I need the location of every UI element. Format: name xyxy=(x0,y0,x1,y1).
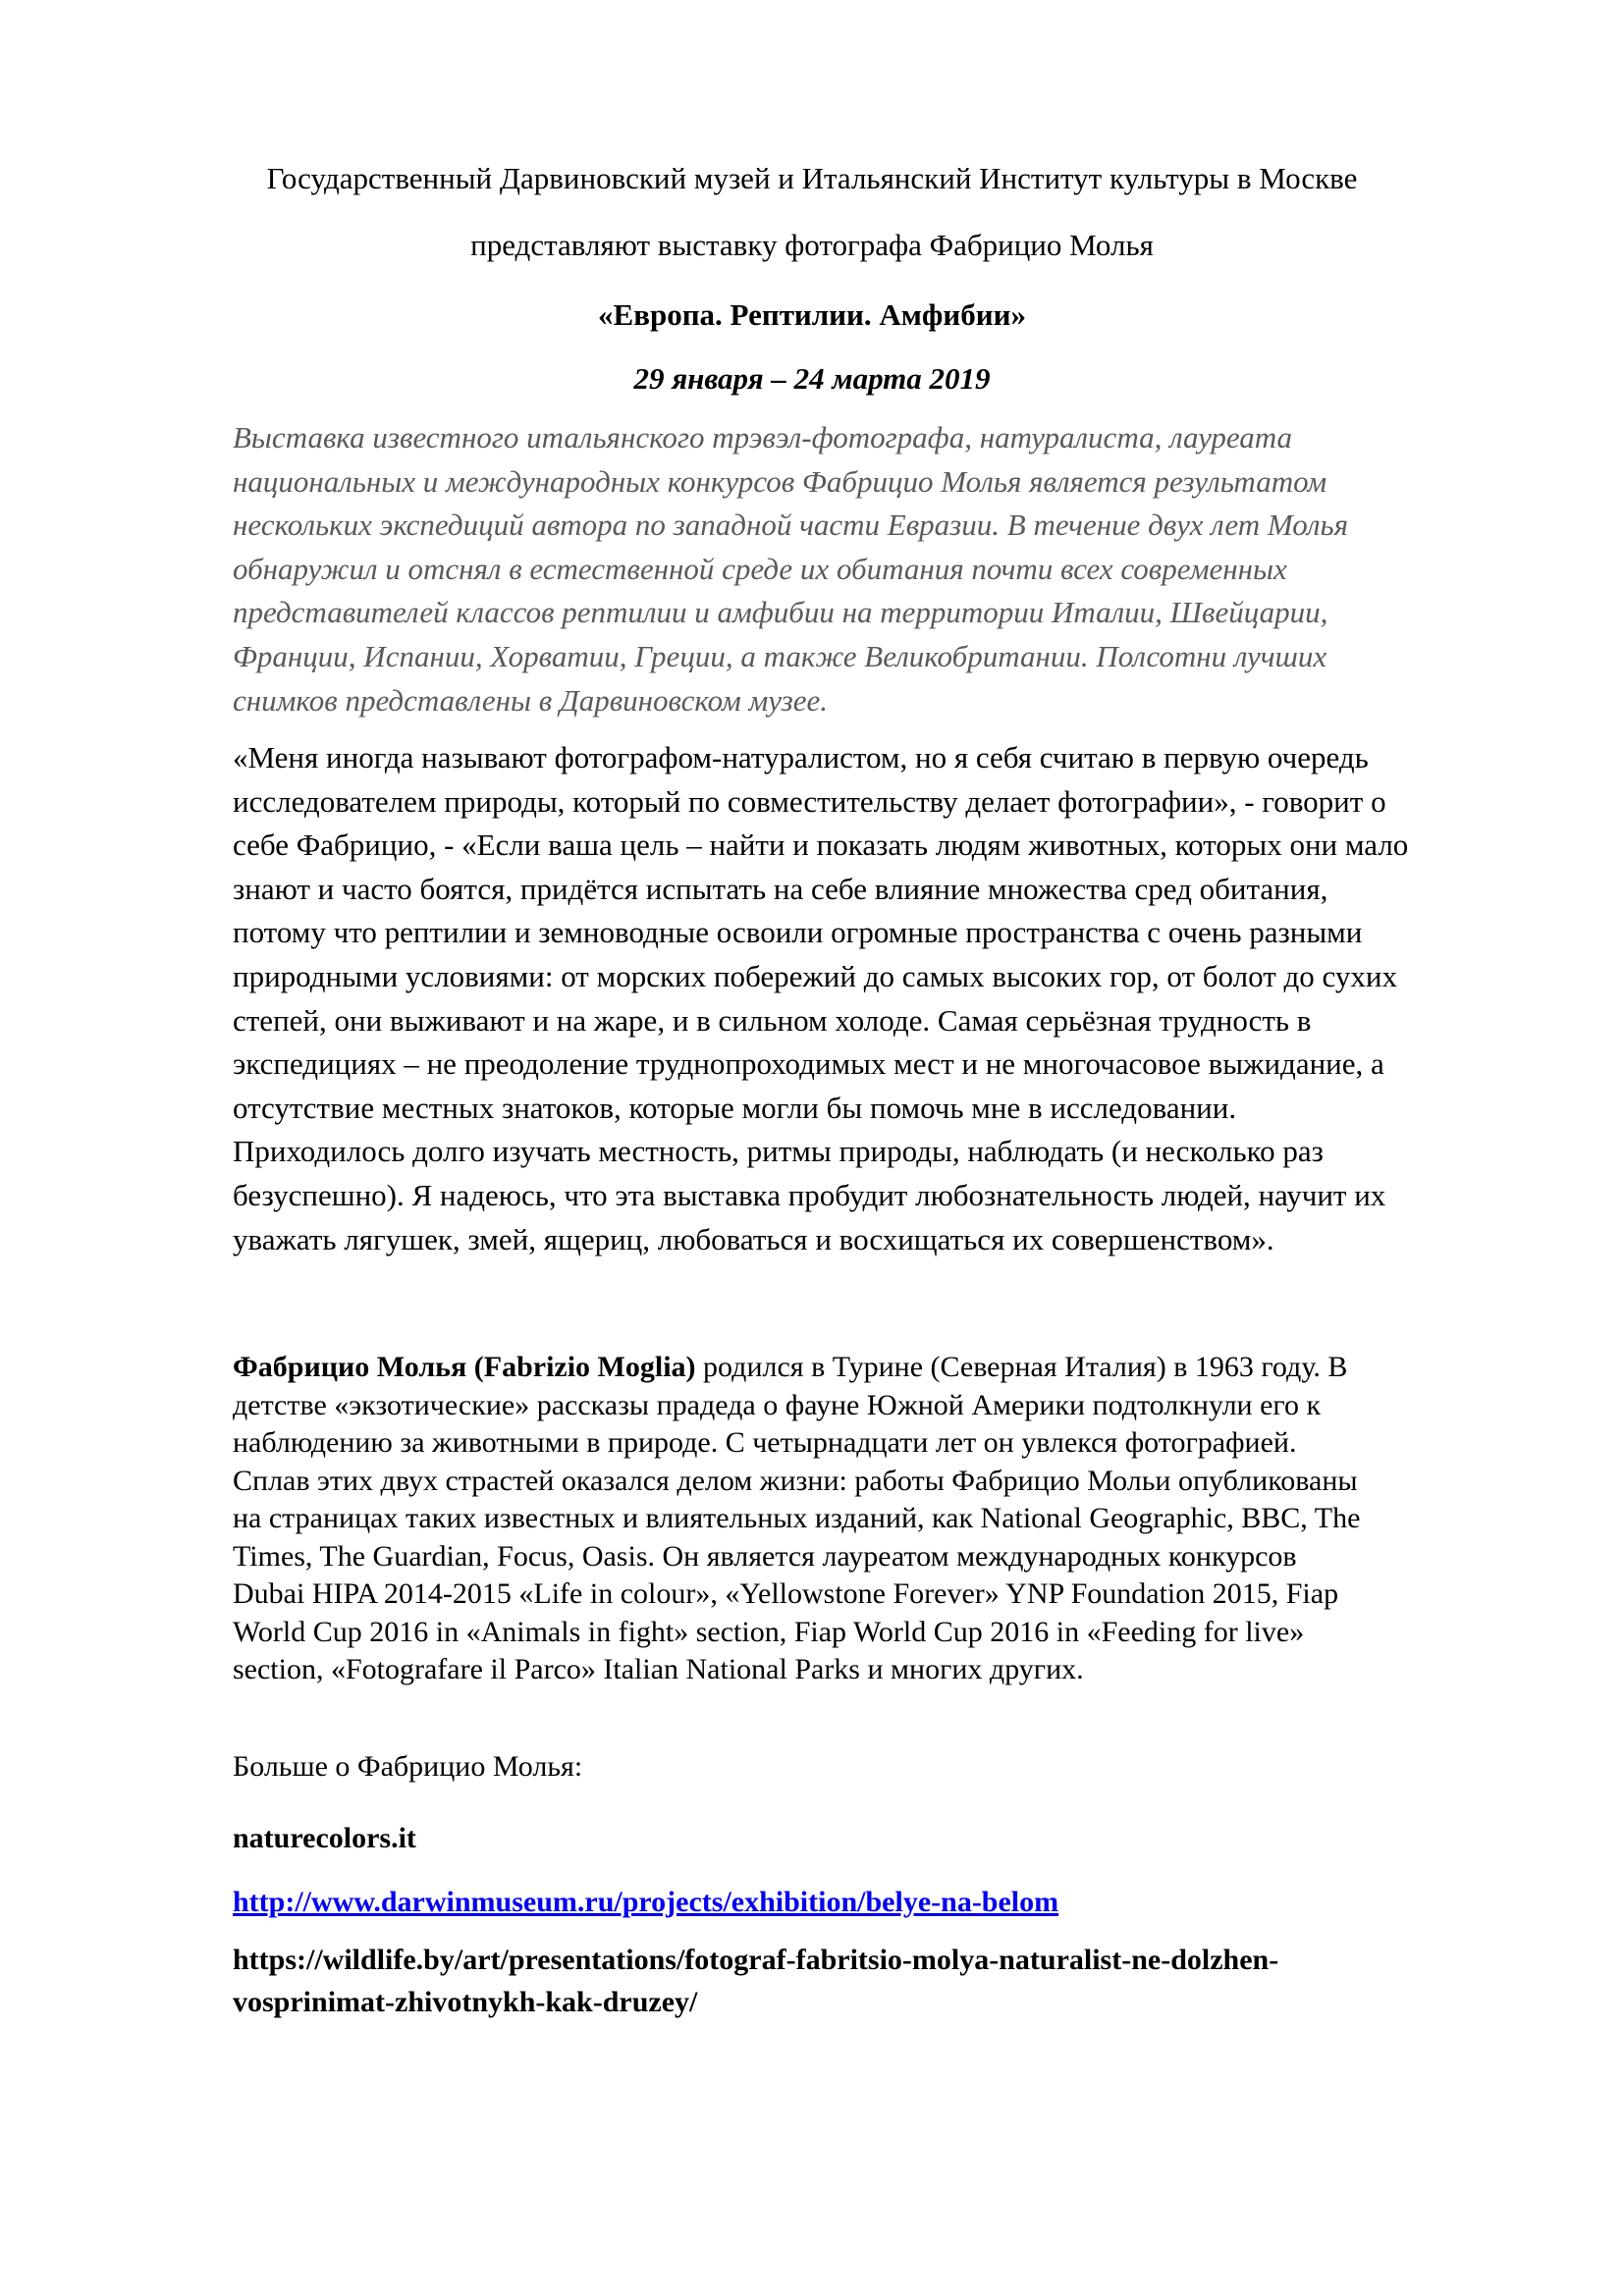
wildlife-url xyxy=(233,1939,1519,2023)
more-about-label: Больше о Фабрицио Молья: xyxy=(233,1750,583,1783)
lead-line: Франции, Испании, Хорватии, Греции, а также Великобритании. Полсотни лучших xyxy=(233,638,1327,673)
website-text: naturecolors.it xyxy=(233,1822,416,1854)
bio-line: наблюдению за животными в природе. С четырнадцати лет он увлекся фотографией. xyxy=(233,1426,1297,1459)
lead-line: снимков представлены в Дарвиновском музее. xyxy=(233,682,829,718)
quote-line: потому что рептилии и земноводные освоили огромные пространства с очень разными xyxy=(233,915,1363,950)
bio-paragraph xyxy=(233,1349,1519,1689)
quote-line: исследователем природы, который по совместительству делает фотографии», - говорит о xyxy=(233,783,1386,819)
header-presenting: представляют выставку фотографа Фабрицио Молья xyxy=(470,228,1154,262)
bio-first-line-text: родился в Турине (Северная Италия) в 1963 году. В xyxy=(695,1351,1348,1383)
bio-line: Dubai HIPA 2014-2015 «Life in colour», «Yellowstone Forever» YNP Foundation 2015, Fiap xyxy=(233,1577,1339,1610)
quote-line: экспедициях – не преодоление труднопроходимых мест и не многочасовое выжидание, а xyxy=(233,1046,1384,1082)
quote-line: знают и часто боятся, придётся испытать на себе влияние множества сред обитания, xyxy=(233,871,1328,906)
lead-line: обнаружил и отснял в естественной среде их обитания почти всех современных xyxy=(233,551,1287,586)
lead-line: Выставка известного итальянского трэвэл-фотографа, натуралиста, лауреата xyxy=(233,420,1293,454)
quote-line: безуспешно). Я надеюсь, что эта выставка пробудит любознательность людей, научит их xyxy=(233,1177,1386,1212)
quote-line: природными условиями: от морских побережий до самых высоких гор, от болот до сухих xyxy=(233,958,1397,993)
darwinmuseum-link[interactable]: http://www.darwinmuseum.ru/projects/exhibition/belye-na-belom xyxy=(233,1886,1059,1918)
quote-line: себе Фабрицио, - «Если ваша цель – найти и показать людям животных, которых они мало xyxy=(233,828,1409,863)
bio-line: Times, The Guardian, Focus, Oasis. Он является лауреатом международных конкурсов xyxy=(233,1539,1297,1573)
bio-first-line xyxy=(233,1349,1519,1387)
quote-paragraph xyxy=(233,736,1519,1261)
lead-line: представителей классов рептилии и амфибии на территории Италии, Швейцарии, xyxy=(233,595,1328,630)
quote-line: степей, они выживают и на жаре, и в сильном холоде. Самая серьёзная трудность в xyxy=(233,1002,1312,1038)
wildlife-url-line: vosprinimat-zhivotnykh-kak-druzey/ xyxy=(233,1986,698,2018)
bio-line: на страницах таких известных и влиятельных изданий, как National Geographic, BBC, The xyxy=(233,1502,1361,1534)
exhibition-title: «Европа. Рептилии. Амфибии» xyxy=(598,297,1026,332)
lead-paragraph xyxy=(233,416,1519,722)
bio-line: section, «Fotografare il Parco» Italian National Parks и многих других. xyxy=(233,1653,1084,1685)
exhibition-dates: 29 января – 24 марта 2019 xyxy=(633,361,991,396)
quote-line: уважать лягушек, змей, ящериц, любоваться и восхищаться их совершенством». xyxy=(233,1221,1274,1256)
wildlife-url-line: https://wildlife.by/art/presentations/fotograf-fabritsio-molya-naturalist-ne-dolzhen- xyxy=(233,1944,1279,1976)
bio-line: World Cup 2016 in «Animals in fight» section, Fiap World Cup 2016 in «Feeding for live» xyxy=(233,1615,1305,1648)
header-organizers: Государственный Дарвиновский музей и Итальянский Институт культуры в Москве xyxy=(266,161,1358,195)
lead-line: национальных и международных конкурсов Фабрицио Молья является результатом xyxy=(233,463,1327,499)
bio-line: Сплав этих двух страстей оказался делом жизни: работы Фабрицио Мольи опубликованы xyxy=(233,1464,1358,1497)
quote-line: Приходилось долго изучать местность, ритмы природы, наблюдать (и несколько раз xyxy=(233,1134,1324,1169)
quote-line: «Меня иногда называют фотографом-натуралистом, но я себя считаю в первую очередь xyxy=(233,740,1369,774)
quote-line: отсутствие местных знатоков, которые могли бы помочь мне в исследовании. xyxy=(233,1090,1237,1125)
lead-line: нескольких экспедиций автора по западной части Евразии. В течение двух лет Молья xyxy=(233,507,1349,543)
bio-line: детстве «экзотические» рассказы прадеда о фауне Южной Америки подтолкнули его к xyxy=(233,1388,1322,1421)
photographer-name: Фабрицио Молья (Fabrizio Moglia) xyxy=(233,1351,696,1383)
